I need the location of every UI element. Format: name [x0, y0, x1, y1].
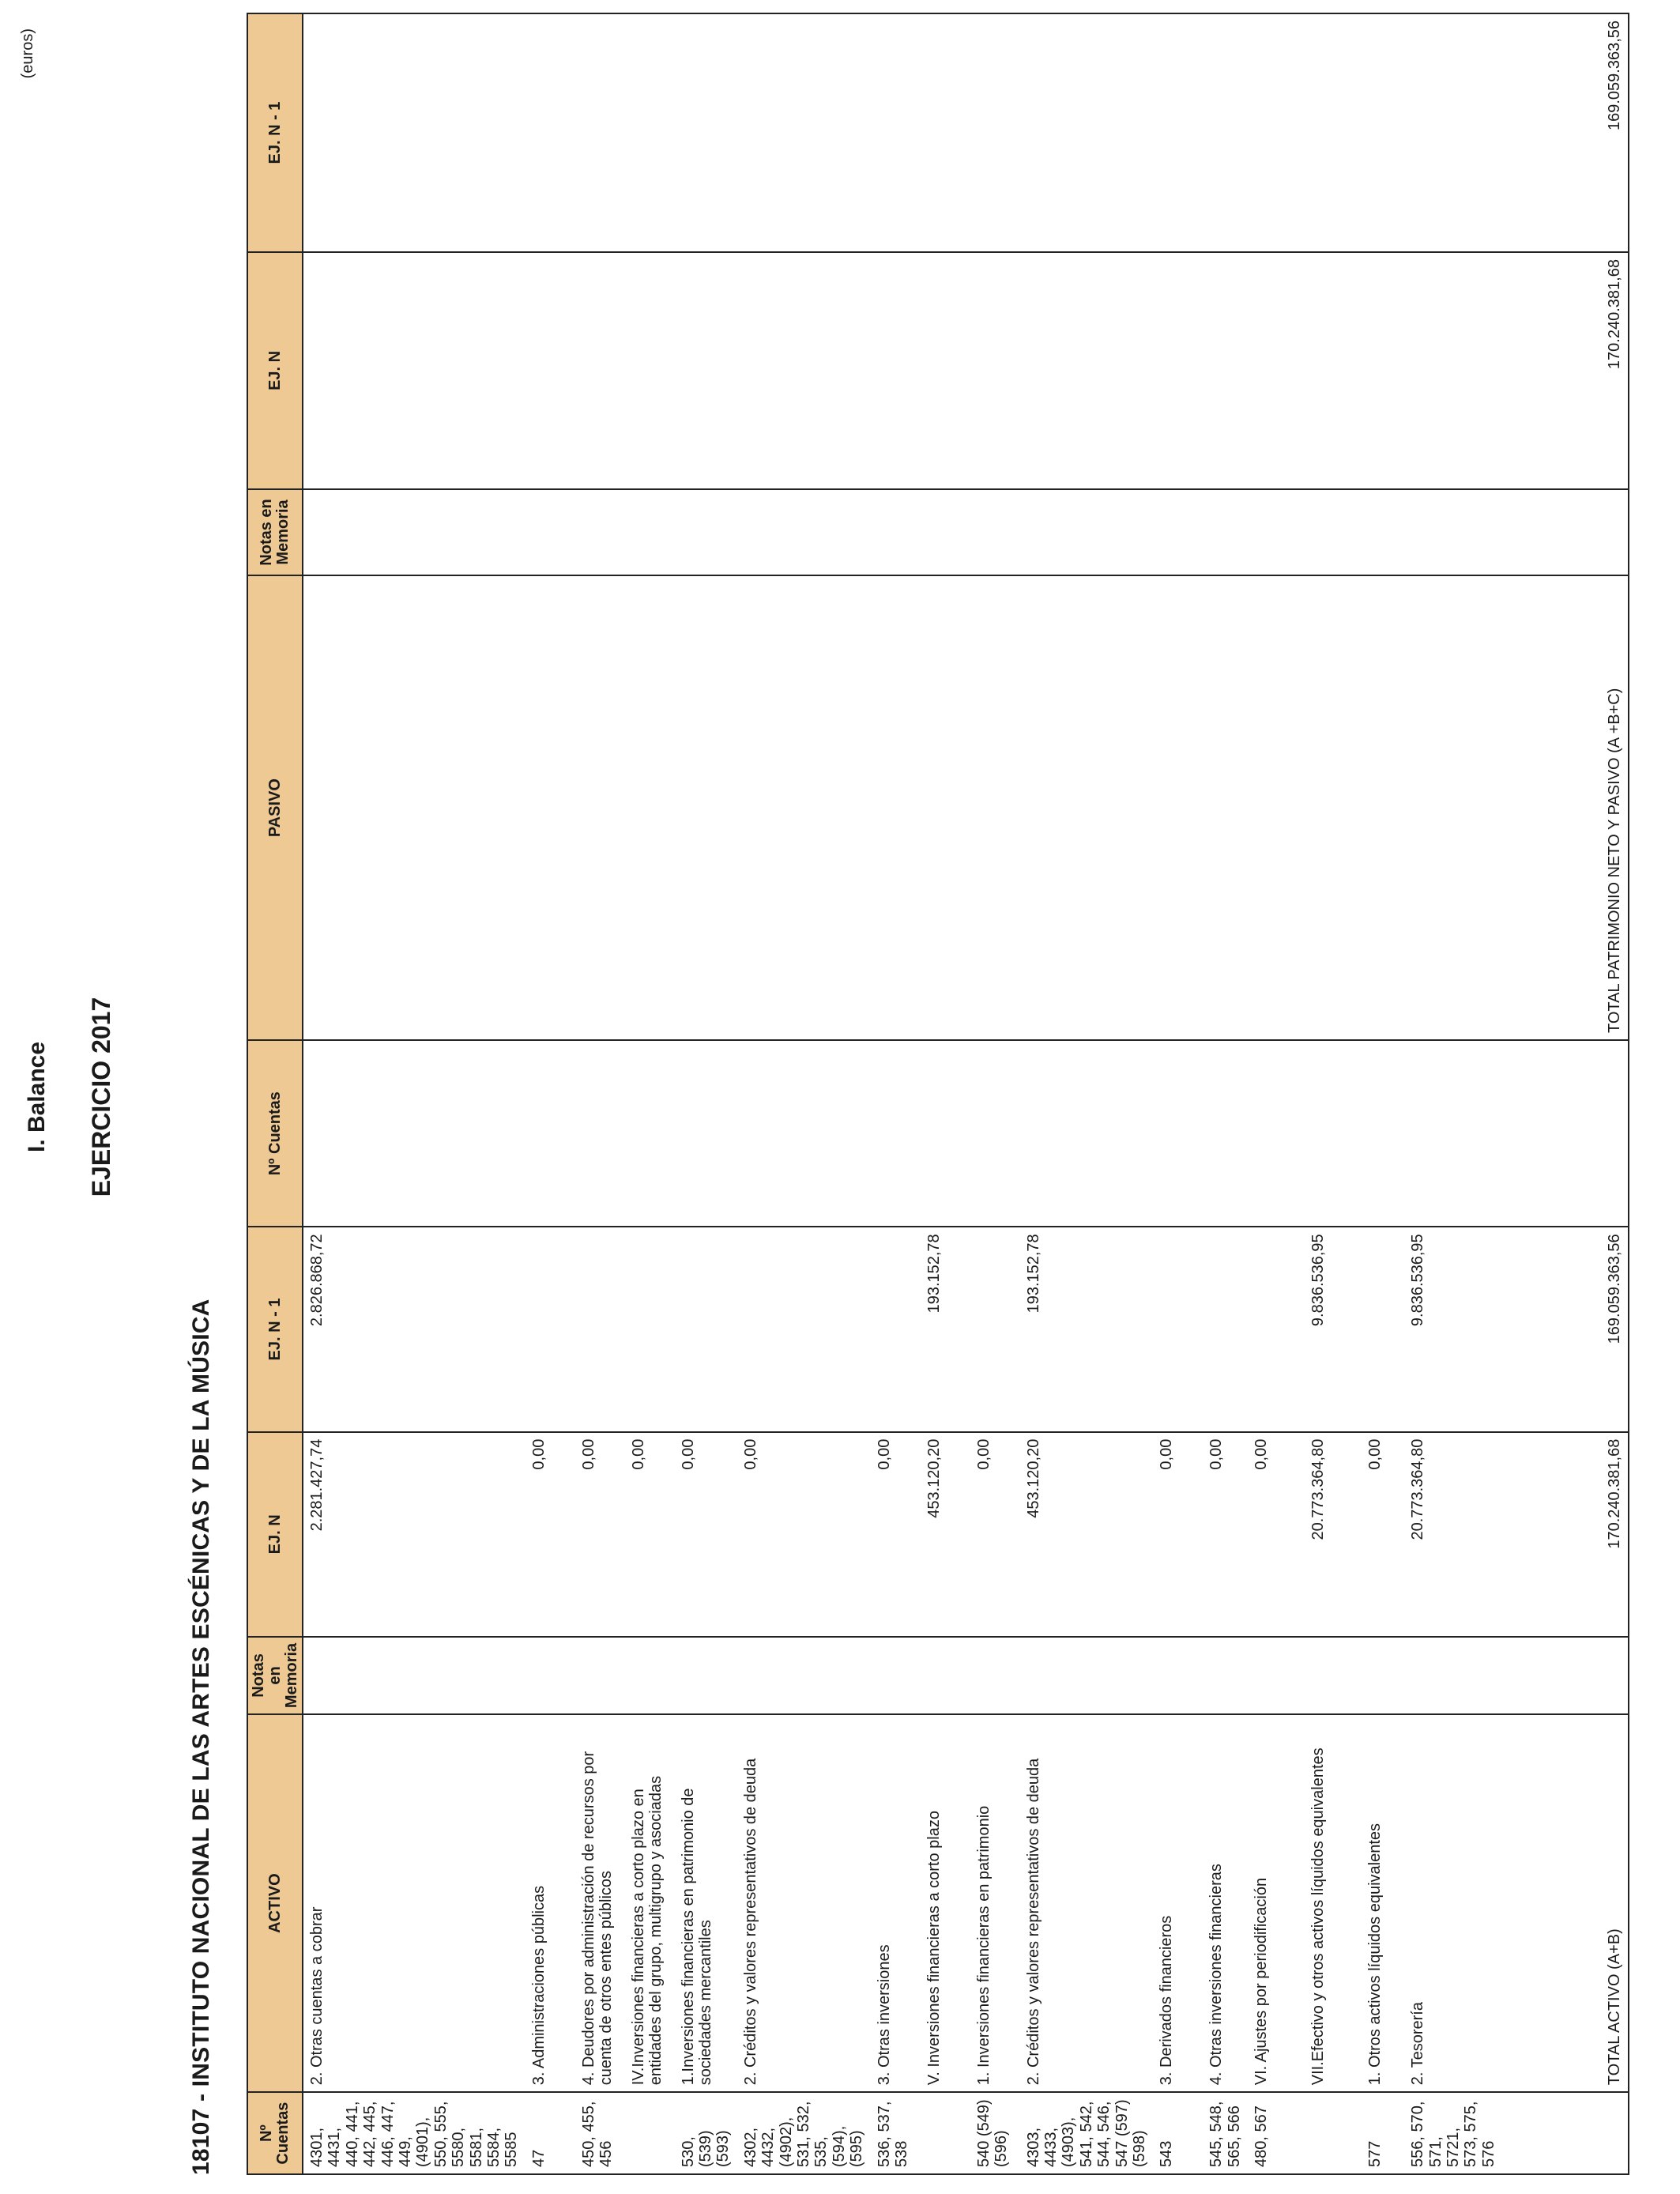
account-codes-pasivo — [1020, 1040, 1154, 1227]
account-codes-pasivo — [625, 1040, 675, 1227]
account-codes-pasivo — [1203, 1040, 1248, 1227]
pasivo-label — [921, 575, 970, 1040]
notas-memoria — [625, 1637, 675, 1714]
activo-label: 1. Otros activos líquidos equivalentes — [1362, 1714, 1404, 2092]
ej-n-1-value-pasivo — [1305, 13, 1362, 252]
account-codes: 556, 570, 571, 5721, 573, 575, 576 — [1404, 2092, 1502, 2174]
activo-label: 1.Inversiones financieras en patrimonio de sociedades mercantiles — [675, 1714, 737, 2092]
table-row — [1248, 13, 1305, 2174]
pasivo-label — [737, 575, 871, 1040]
ej-n-value: 0,00 — [575, 1432, 625, 1637]
ej-n-value-pasivo — [625, 252, 675, 489]
notas-memoria — [1502, 1637, 1629, 1714]
ej-n-1-value-pasivo — [1020, 13, 1154, 252]
balance-table — [247, 13, 1629, 2175]
ej-n-value-pasivo — [675, 252, 737, 489]
notas-memoria — [1203, 1637, 1248, 1714]
table-row — [1502, 13, 1629, 2174]
ej-n-1-value: 169.059.363,56 — [1502, 1227, 1629, 1431]
account-codes — [625, 2092, 675, 2174]
ej-n-value: 0,00 — [1248, 1432, 1305, 1637]
activo-label: TOTAL ACTIVO (A+B) — [1502, 1714, 1629, 2092]
notas-memoria-pasivo — [871, 489, 921, 575]
account-codes-pasivo — [303, 1040, 525, 1227]
ej-n-value: 0,00 — [675, 1432, 737, 1637]
activo-label: 4. Otras inversiones financieras — [1203, 1714, 1248, 2092]
account-codes-pasivo — [970, 1040, 1020, 1227]
notas-memoria-pasivo — [1502, 489, 1629, 575]
table-row — [1203, 13, 1248, 2174]
pasivo-label — [525, 575, 575, 1040]
notas-memoria — [1020, 1637, 1154, 1714]
notas-memoria-pasivo — [675, 489, 737, 575]
account-codes: 480, 567 — [1248, 2092, 1305, 2174]
ej-n-value: 0,00 — [970, 1432, 1020, 1637]
notas-memoria-pasivo — [525, 489, 575, 575]
ej-n-1-value-pasivo — [1404, 13, 1502, 252]
notas-memoria — [1153, 1637, 1203, 1714]
account-codes-pasivo — [1502, 1040, 1629, 1227]
account-codes: 4303, 4433, (4903), 541, 542, 544, 546, 547 (597) (598) — [1020, 2092, 1154, 2174]
ej-n-value: 453.120,20 — [1020, 1432, 1154, 1637]
account-codes — [921, 2092, 970, 2174]
ej-n-1-value-pasivo — [303, 13, 525, 252]
ej-n-1-value — [575, 1227, 625, 1431]
account-codes: 545, 548, 565, 566 — [1203, 2092, 1248, 2174]
header-activo: ACTIVO — [247, 1714, 303, 2092]
ej-n-1-value-pasivo — [575, 13, 625, 252]
table-row — [525, 13, 575, 2174]
entity-name: 18107 - INSTITUTO NACIONAL DE LAS ARTES ESCÉNICAS Y DE LA MÚSICA — [188, 1299, 214, 2175]
header-ej-n-pasivo: EJ. N — [247, 252, 303, 489]
activo-label: VI. Ajustes por periodificación — [1248, 1714, 1305, 2092]
ej-n-1-value: 2.826.868,72 — [303, 1227, 525, 1431]
account-codes: 530, (539) (593) — [675, 2092, 737, 2174]
ej-n-value-pasivo — [1404, 252, 1502, 489]
header-notas-pasivo: Notas en Memoria — [247, 489, 303, 575]
pasivo-label — [871, 575, 921, 1040]
pasivo-label: TOTAL PATRIMONIO NETO Y PASIVO (A +B+C) — [1502, 575, 1629, 1040]
notas-memoria — [525, 1637, 575, 1714]
header-notas: Notas en Memoria — [247, 1637, 303, 1714]
notas-memoria-pasivo — [1404, 489, 1502, 575]
table-header-row — [247, 13, 303, 2174]
header-pasivo: PASIVO — [247, 575, 303, 1040]
report-title: I. Balance — [24, 1041, 50, 1153]
table-row — [675, 13, 737, 2174]
account-codes-pasivo — [575, 1040, 625, 1227]
table-row — [1362, 13, 1404, 2174]
notas-memoria-pasivo — [303, 489, 525, 575]
activo-label: 3. Derivados financieros — [1153, 1714, 1203, 2092]
pasivo-label — [1153, 575, 1203, 1040]
ej-n-value-pasivo — [1362, 252, 1404, 489]
activo-label: 2. Tesorería — [1404, 1714, 1502, 2092]
ej-n-1-value — [1362, 1227, 1404, 1431]
ej-n-value: 2.281.427,74 — [303, 1432, 525, 1637]
activo-label: 4. Deudores por administración de recursos por cuenta de otros entes públicos — [575, 1714, 625, 2092]
ej-n-value: 0,00 — [737, 1432, 871, 1637]
notas-memoria — [737, 1637, 871, 1714]
ej-n-1-value — [970, 1227, 1020, 1431]
table-row — [1153, 13, 1203, 2174]
table-row — [921, 13, 970, 2174]
table-row — [1404, 13, 1502, 2174]
ej-n-1-value-pasivo — [921, 13, 970, 252]
account-codes-pasivo — [1362, 1040, 1404, 1227]
header-ej-n-1-pasivo: EJ. N - 1 — [247, 13, 303, 252]
ej-n-1-value-pasivo — [525, 13, 575, 252]
notas-memoria-pasivo — [1020, 489, 1154, 575]
ej-n-1-value — [525, 1227, 575, 1431]
account-codes: 540 (549) (596) — [970, 2092, 1020, 2174]
ej-n-value-pasivo — [303, 252, 525, 489]
ej-n-1-value — [675, 1227, 737, 1431]
ej-n-value: 0,00 — [1153, 1432, 1203, 1637]
account-codes: 536, 537, 538 — [871, 2092, 921, 2174]
ej-n-value: 170.240.381,68 — [1502, 1432, 1629, 1637]
notas-memoria — [675, 1637, 737, 1714]
fiscal-year: EJERCICIO 2017 — [87, 997, 115, 1197]
account-codes — [1502, 2092, 1629, 2174]
ej-n-1-value: 193.152,78 — [1020, 1227, 1154, 1431]
activo-label: IV.Inversiones financieras a corto plazo en entidades del grupo, multigrupo y asociadas — [625, 1714, 675, 2092]
account-codes — [1305, 2092, 1362, 2174]
ej-n-1-value — [1153, 1227, 1203, 1431]
header-cuentas-pasivo: Nº Cuentas — [247, 1040, 303, 1227]
ej-n-1-value-pasivo — [970, 13, 1020, 252]
ej-n-1-value-pasivo — [1362, 13, 1404, 252]
ej-n-1-value — [1248, 1227, 1305, 1431]
ej-n-1-value-pasivo — [737, 13, 871, 252]
activo-label: 1. Inversiones financieras en patrimonio — [970, 1714, 1020, 2092]
table-row — [1020, 13, 1154, 2174]
account-codes-pasivo — [675, 1040, 737, 1227]
table-row — [970, 13, 1020, 2174]
notas-memoria-pasivo — [921, 489, 970, 575]
notas-memoria — [970, 1637, 1020, 1714]
notas-memoria-pasivo — [575, 489, 625, 575]
ej-n-1-value: 9.836.536,95 — [1305, 1227, 1362, 1431]
activo-label: 2. Créditos y valores representativos de deuda — [1020, 1714, 1154, 2092]
table-row — [737, 13, 871, 2174]
notas-memoria — [921, 1637, 970, 1714]
account-codes-pasivo — [1404, 1040, 1502, 1227]
pasivo-label — [303, 575, 525, 1040]
notas-memoria — [1362, 1637, 1404, 1714]
ej-n-value: 20.773.364,80 — [1305, 1432, 1362, 1637]
header-cuentas: Nº Cuentas — [247, 2092, 303, 2174]
account-codes-pasivo — [737, 1040, 871, 1227]
pasivo-label — [625, 575, 675, 1040]
currency-units: (euros) — [19, 28, 36, 79]
pasivo-label — [1248, 575, 1305, 1040]
ej-n-value: 453.120,20 — [921, 1432, 970, 1637]
ej-n-value: 20.773.364,80 — [1404, 1432, 1502, 1637]
account-codes-pasivo — [1305, 1040, 1362, 1227]
ej-n-1-value-pasivo — [675, 13, 737, 252]
notas-memoria-pasivo — [1248, 489, 1305, 575]
ej-n-value-pasivo — [1305, 252, 1362, 489]
notas-memoria — [1404, 1637, 1502, 1714]
pasivo-label — [1020, 575, 1154, 1040]
ej-n-value-pasivo — [1248, 252, 1305, 489]
account-codes: 450, 455, 456 — [575, 2092, 625, 2174]
ej-n-1-value — [625, 1227, 675, 1431]
ej-n-value-pasivo — [871, 252, 921, 489]
account-codes-pasivo — [921, 1040, 970, 1227]
ej-n-value: 0,00 — [1203, 1432, 1248, 1637]
activo-label: VII.Efectivo y otros activos líquidos equivalentes — [1305, 1714, 1362, 2092]
table-row — [871, 13, 921, 2174]
activo-label: 3. Otras inversiones — [871, 1714, 921, 2092]
pasivo-label — [1203, 575, 1248, 1040]
ej-n-value-pasivo — [921, 252, 970, 489]
account-codes-pasivo — [525, 1040, 575, 1227]
header-ej-n-1: EJ. N - 1 — [247, 1227, 303, 1431]
ej-n-value: 0,00 — [1362, 1432, 1404, 1637]
pasivo-label — [970, 575, 1020, 1040]
notas-memoria-pasivo — [1362, 489, 1404, 575]
account-codes-pasivo — [871, 1040, 921, 1227]
ej-n-value-pasivo — [1153, 252, 1203, 489]
account-codes: 543 — [1153, 2092, 1203, 2174]
table-row — [1305, 13, 1362, 2174]
ej-n-value: 0,00 — [871, 1432, 921, 1637]
ej-n-1-value: 9.836.536,95 — [1404, 1227, 1502, 1431]
pasivo-label — [675, 575, 737, 1040]
account-codes: 4301, 4431, 440, 441, 442, 445, 446, 447, 449, (4901), 550, 555, 5580, 5581, 5584, 5585 — [303, 2092, 525, 2174]
activo-label: 2. Créditos y valores representativos de deuda — [737, 1714, 871, 2092]
ej-n-value-pasivo — [1203, 252, 1248, 489]
ej-n-value-pasivo — [737, 252, 871, 489]
notas-memoria-pasivo — [737, 489, 871, 575]
account-codes-pasivo — [1153, 1040, 1203, 1227]
ej-n-value-pasivo: 170.240.381,68 — [1502, 252, 1629, 489]
ej-n-1-value-pasivo — [1248, 13, 1305, 252]
notas-memoria — [575, 1637, 625, 1714]
notas-memoria — [871, 1637, 921, 1714]
ej-n-1-value: 193.152,78 — [921, 1227, 970, 1431]
notas-memoria-pasivo — [1203, 489, 1248, 575]
ej-n-1-value-pasivo — [625, 13, 675, 252]
activo-label: V. Inversiones financieras a corto plazo — [921, 1714, 970, 2092]
pasivo-label — [1362, 575, 1404, 1040]
ej-n-1-value — [871, 1227, 921, 1431]
notas-memoria — [1248, 1637, 1305, 1714]
notas-memoria-pasivo — [970, 489, 1020, 575]
ej-n-value: 0,00 — [625, 1432, 675, 1637]
account-codes: 577 — [1362, 2092, 1404, 2174]
ej-n-value-pasivo — [970, 252, 1020, 489]
pasivo-label — [1404, 575, 1502, 1040]
account-codes: 47 — [525, 2092, 575, 2174]
notas-memoria-pasivo — [1305, 489, 1362, 575]
activo-label: 3. Administraciones públicas — [525, 1714, 575, 2092]
table-row — [575, 13, 625, 2174]
table-row — [303, 13, 525, 2174]
ej-n-value-pasivo — [525, 252, 575, 489]
pasivo-label — [1305, 575, 1362, 1040]
table-row — [625, 13, 675, 2174]
ej-n-1-value — [737, 1227, 871, 1431]
activo-label: 2. Otras cuentas a cobrar — [303, 1714, 525, 2092]
ej-n-value-pasivo — [575, 252, 625, 489]
ej-n-1-value-pasivo — [1153, 13, 1203, 252]
ej-n-value: 0,00 — [525, 1432, 575, 1637]
pasivo-label — [575, 575, 625, 1040]
notas-memoria-pasivo — [1153, 489, 1203, 575]
account-codes-pasivo — [1248, 1040, 1305, 1227]
ej-n-1-value-pasivo: 169.059.363,56 — [1502, 13, 1629, 252]
notas-memoria-pasivo — [625, 489, 675, 575]
account-codes: 4302, 4432, (4902), 531, 532, 535, (594), (595) — [737, 2092, 871, 2174]
ej-n-value-pasivo — [1020, 252, 1154, 489]
ej-n-1-value-pasivo — [871, 13, 921, 252]
ej-n-1-value — [1203, 1227, 1248, 1431]
header-ej-n: EJ. N — [247, 1432, 303, 1637]
ej-n-1-value-pasivo — [1203, 13, 1248, 252]
notas-memoria — [303, 1637, 525, 1714]
notas-memoria — [1305, 1637, 1362, 1714]
